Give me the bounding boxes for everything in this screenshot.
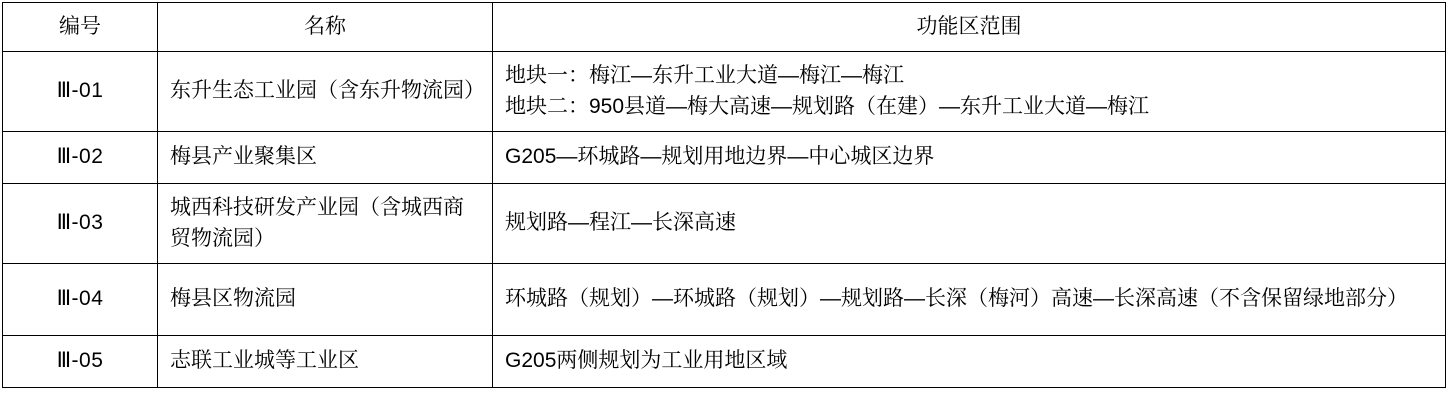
cell-scope	[493, 335, 1446, 387]
scope-line: 地块二：950县道—梅大高速—规划路（在建）—东升工业大道—梅江	[505, 95, 1150, 118]
column-header-scope: 功能区范围	[493, 3, 1446, 52]
scope-line: 规划路—程江—长深高速	[505, 211, 736, 235]
table-row	[3, 263, 1446, 335]
scope-line: 环城路（规划）—环城路（规划）—规划路—长深（梅河）高速—长深高速（不含保留绿地部分）	[505, 287, 1408, 311]
scope-line: G205两侧规划为工业用地区域	[505, 349, 788, 373]
cell-code: Ⅲ-03	[3, 183, 158, 263]
table-header-row	[3, 3, 1446, 52]
column-header-name: 名称	[158, 3, 493, 52]
scope-line: G205—环城路—规划用地边界—中心城区边界	[505, 145, 935, 169]
document-page	[0, 2, 1447, 408]
cell-name: 城西科技研发产业园（含城西商贸物流园）	[158, 183, 493, 263]
cell-code: Ⅲ-02	[3, 131, 158, 183]
table-row	[3, 335, 1446, 387]
table-row	[3, 183, 1446, 263]
cell-name: 梅县产业聚集区	[158, 131, 493, 183]
cell-scope	[493, 51, 1446, 131]
cell-name: 志联工业城等工业区	[158, 335, 493, 387]
column-header-code: 编号	[3, 3, 158, 52]
cell-name: 东升生态工业园（含东升物流园）	[158, 51, 493, 131]
cell-scope	[493, 263, 1446, 335]
cell-code: Ⅲ-04	[3, 263, 158, 335]
table-header	[3, 3, 1446, 52]
cell-scope	[493, 183, 1446, 263]
table-row	[3, 131, 1446, 183]
cell-name: 梅县区物流园	[158, 263, 493, 335]
functional-zone-table	[2, 2, 1446, 388]
table-row	[3, 51, 1446, 131]
cell-code: Ⅲ-05	[3, 335, 158, 387]
table-body	[3, 51, 1446, 387]
scope-line: 地块一：梅江—东升工业大道—梅江—梅江	[505, 63, 904, 87]
cell-scope	[493, 131, 1446, 183]
cell-code: Ⅲ-01	[3, 51, 158, 131]
